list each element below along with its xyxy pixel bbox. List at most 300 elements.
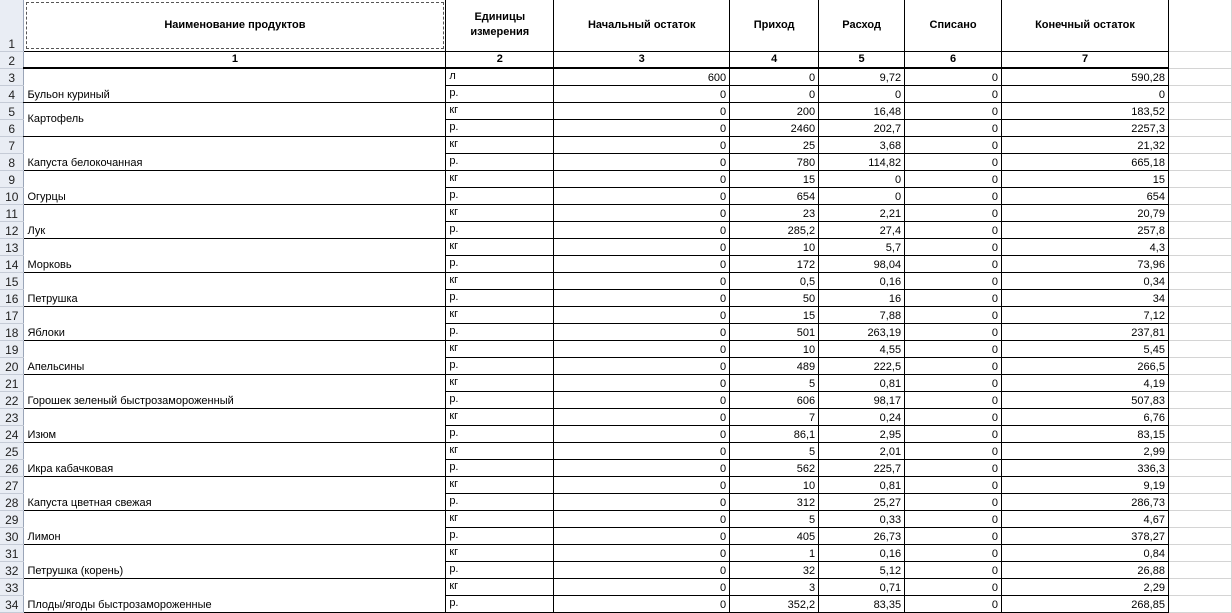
column-number-3[interactable]: 3 <box>554 51 730 68</box>
value-cell[interactable]: 4,67 <box>1002 510 1169 527</box>
column-header-6[interactable]: Списано <box>905 0 1002 51</box>
unit-cell[interactable]: кг <box>446 476 554 493</box>
row-header[interactable]: 26 <box>0 459 24 476</box>
unit-cell[interactable]: р. <box>446 255 554 272</box>
column-number-5[interactable]: 5 <box>819 51 905 68</box>
value-cell[interactable]: 0 <box>554 102 730 119</box>
value-cell[interactable]: 4,19 <box>1002 374 1169 391</box>
empty-cell[interactable] <box>1168 323 1231 340</box>
value-cell[interactable]: 0 <box>905 221 1002 238</box>
empty-cell[interactable] <box>1168 102 1231 119</box>
value-cell[interactable]: 0 <box>554 153 730 170</box>
unit-cell[interactable]: кг <box>446 204 554 221</box>
value-cell[interactable]: 0 <box>819 85 905 102</box>
value-cell[interactable]: 0 <box>554 459 730 476</box>
value-cell[interactable]: 83,15 <box>1002 425 1169 442</box>
value-cell[interactable]: 0 <box>905 459 1002 476</box>
row-header-1[interactable]: 1 <box>0 0 24 51</box>
empty-cell[interactable] <box>1168 238 1231 255</box>
value-cell[interactable]: 0 <box>905 340 1002 357</box>
product-name-cell[interactable]: Бульон куриный <box>24 68 446 102</box>
value-cell[interactable]: 172 <box>730 255 819 272</box>
value-cell[interactable]: 0 <box>905 476 1002 493</box>
value-cell[interactable]: 10 <box>730 238 819 255</box>
unit-cell[interactable]: л <box>446 68 554 85</box>
value-cell[interactable]: 83,35 <box>819 595 905 612</box>
product-name-cell[interactable] <box>24 578 446 595</box>
unit-cell[interactable]: кг <box>446 510 554 527</box>
row-header[interactable]: 3 <box>0 68 24 85</box>
row-header[interactable]: 9 <box>0 170 24 187</box>
unit-cell[interactable]: р. <box>446 527 554 544</box>
empty-cell[interactable] <box>1168 527 1231 544</box>
unit-cell[interactable]: кг <box>446 306 554 323</box>
value-cell[interactable]: 590,28 <box>1002 68 1169 85</box>
value-cell[interactable]: 202,7 <box>819 119 905 136</box>
value-cell[interactable]: 0 <box>554 272 730 289</box>
row-header[interactable]: 4 <box>0 85 24 102</box>
value-cell[interactable]: 0 <box>905 170 1002 187</box>
value-cell[interactable]: 0 <box>554 85 730 102</box>
product-name-cell[interactable]: Апельсины <box>24 357 446 374</box>
row-header[interactable]: 23 <box>0 408 24 425</box>
row-header[interactable]: 13 <box>0 238 24 255</box>
value-cell[interactable]: 0 <box>554 544 730 561</box>
value-cell[interactable]: 183,52 <box>1002 102 1169 119</box>
value-cell[interactable]: 5 <box>730 374 819 391</box>
value-cell[interactable]: 0,34 <box>1002 272 1169 289</box>
empty-cell[interactable] <box>1168 289 1231 306</box>
value-cell[interactable]: 0 <box>554 306 730 323</box>
unit-cell[interactable]: кг <box>446 340 554 357</box>
product-name-cell[interactable]: Плоды/ягоды быстрозамороженные <box>24 595 446 612</box>
value-cell[interactable]: 0 <box>905 68 1002 85</box>
empty-cell[interactable] <box>1168 374 1231 391</box>
value-cell[interactable]: 0 <box>905 204 1002 221</box>
product-name-cell[interactable] <box>24 170 446 187</box>
empty-cell[interactable] <box>1168 595 1231 612</box>
value-cell[interactable]: 0 <box>554 238 730 255</box>
value-cell[interactable]: 0 <box>554 374 730 391</box>
product-name-cell[interactable]: Яблоки <box>24 323 446 340</box>
value-cell[interactable]: 0 <box>905 255 1002 272</box>
row-header[interactable]: 25 <box>0 442 24 459</box>
value-cell[interactable]: 0 <box>905 425 1002 442</box>
row-header[interactable]: 33 <box>0 578 24 595</box>
value-cell[interactable]: 5 <box>730 442 819 459</box>
value-cell[interactable]: 0 <box>905 527 1002 544</box>
value-cell[interactable]: 263,19 <box>819 323 905 340</box>
empty-cell[interactable] <box>1168 459 1231 476</box>
value-cell[interactable]: 10 <box>730 476 819 493</box>
value-cell[interactable]: 2,99 <box>1002 442 1169 459</box>
empty-cell[interactable] <box>1168 544 1231 561</box>
value-cell[interactable]: 654 <box>1002 187 1169 204</box>
column-number-2[interactable]: 2 <box>446 51 554 68</box>
product-name-cell[interactable] <box>24 544 446 561</box>
value-cell[interactable]: 0 <box>905 323 1002 340</box>
product-name-cell[interactable]: Икра кабачковая <box>24 459 446 476</box>
value-cell[interactable]: 0 <box>905 442 1002 459</box>
value-cell[interactable]: 0 <box>905 272 1002 289</box>
product-name-cell[interactable] <box>24 306 446 323</box>
value-cell[interactable]: 0 <box>554 170 730 187</box>
value-cell[interactable]: 0 <box>554 221 730 238</box>
value-cell[interactable]: 489 <box>730 357 819 374</box>
value-cell[interactable]: 0 <box>1002 85 1169 102</box>
value-cell[interactable]: 6,76 <box>1002 408 1169 425</box>
unit-cell[interactable]: р. <box>446 119 554 136</box>
value-cell[interactable]: 5,45 <box>1002 340 1169 357</box>
unit-cell[interactable]: кг <box>446 170 554 187</box>
column-number-7[interactable]: 7 <box>1002 51 1169 68</box>
empty-cell[interactable] <box>1168 0 1231 51</box>
product-name-cell[interactable] <box>24 136 446 153</box>
row-header-2[interactable]: 2 <box>0 51 24 68</box>
value-cell[interactable]: 0 <box>554 595 730 612</box>
row-header[interactable]: 24 <box>0 425 24 442</box>
value-cell[interactable]: 0 <box>554 425 730 442</box>
value-cell[interactable]: 0,24 <box>819 408 905 425</box>
value-cell[interactable]: 2257,3 <box>1002 119 1169 136</box>
value-cell[interactable]: 0 <box>905 578 1002 595</box>
value-cell[interactable]: 507,83 <box>1002 391 1169 408</box>
row-header[interactable]: 22 <box>0 391 24 408</box>
value-cell[interactable]: 0 <box>905 493 1002 510</box>
empty-cell[interactable] <box>1168 306 1231 323</box>
product-name-cell[interactable] <box>24 442 446 459</box>
value-cell[interactable]: 7,88 <box>819 306 905 323</box>
value-cell[interactable]: 26,88 <box>1002 561 1169 578</box>
empty-cell[interactable] <box>1168 476 1231 493</box>
value-cell[interactable]: 5,12 <box>819 561 905 578</box>
value-cell[interactable]: 7,12 <box>1002 306 1169 323</box>
product-name-cell[interactable]: Картофель <box>24 102 446 136</box>
value-cell[interactable]: 0 <box>905 561 1002 578</box>
value-cell[interactable]: 0 <box>554 578 730 595</box>
empty-cell[interactable] <box>1168 85 1231 102</box>
row-header[interactable]: 5 <box>0 102 24 119</box>
value-cell[interactable]: 266,5 <box>1002 357 1169 374</box>
product-name-cell[interactable]: Капуста белокочанная <box>24 153 446 170</box>
value-cell[interactable]: 0 <box>554 289 730 306</box>
empty-cell[interactable] <box>1168 272 1231 289</box>
column-header-7[interactable]: Конечный остаток <box>1002 0 1169 51</box>
unit-cell[interactable]: р. <box>446 357 554 374</box>
value-cell[interactable]: 50 <box>730 289 819 306</box>
value-cell[interactable]: 2,21 <box>819 204 905 221</box>
value-cell[interactable]: 25 <box>730 136 819 153</box>
value-cell[interactable]: 0 <box>905 102 1002 119</box>
product-name-cell[interactable]: Изюм <box>24 425 446 442</box>
unit-cell[interactable]: р. <box>446 323 554 340</box>
column-header-5[interactable]: Расход <box>819 0 905 51</box>
value-cell[interactable]: 21,32 <box>1002 136 1169 153</box>
product-name-cell[interactable] <box>24 476 446 493</box>
value-cell[interactable]: 0 <box>554 340 730 357</box>
unit-cell[interactable]: кг <box>446 136 554 153</box>
empty-cell[interactable] <box>1168 578 1231 595</box>
empty-cell[interactable] <box>1168 561 1231 578</box>
empty-cell[interactable] <box>1168 221 1231 238</box>
value-cell[interactable]: 34 <box>1002 289 1169 306</box>
value-cell[interactable]: 0 <box>905 544 1002 561</box>
value-cell[interactable]: 336,3 <box>1002 459 1169 476</box>
product-name-cell[interactable]: Лимон <box>24 527 446 544</box>
value-cell[interactable]: 2,29 <box>1002 578 1169 595</box>
unit-cell[interactable]: кг <box>446 102 554 119</box>
row-header[interactable]: 11 <box>0 204 24 221</box>
value-cell[interactable]: 0 <box>905 85 1002 102</box>
value-cell[interactable]: 378,27 <box>1002 527 1169 544</box>
value-cell[interactable]: 0 <box>554 442 730 459</box>
value-cell[interactable]: 16,48 <box>819 102 905 119</box>
value-cell[interactable]: 225,7 <box>819 459 905 476</box>
value-cell[interactable]: 0,81 <box>819 374 905 391</box>
empty-cell[interactable] <box>1168 136 1231 153</box>
unit-cell[interactable]: р. <box>446 289 554 306</box>
product-name-cell[interactable]: Морковь <box>24 255 446 272</box>
empty-cell[interactable] <box>1168 357 1231 374</box>
value-cell[interactable]: 0,5 <box>730 272 819 289</box>
unit-cell[interactable]: р. <box>446 425 554 442</box>
unit-cell[interactable]: р. <box>446 187 554 204</box>
value-cell[interactable]: 0 <box>905 510 1002 527</box>
value-cell[interactable]: 10 <box>730 340 819 357</box>
row-header[interactable]: 16 <box>0 289 24 306</box>
row-header[interactable]: 15 <box>0 272 24 289</box>
row-header[interactable]: 7 <box>0 136 24 153</box>
value-cell[interactable]: 0 <box>554 391 730 408</box>
row-header[interactable]: 20 <box>0 357 24 374</box>
value-cell[interactable]: 0 <box>554 476 730 493</box>
value-cell[interactable]: 9,72 <box>819 68 905 85</box>
value-cell[interactable]: 27,4 <box>819 221 905 238</box>
value-cell[interactable]: 2,01 <box>819 442 905 459</box>
empty-cell[interactable] <box>1168 442 1231 459</box>
product-name-cell[interactable] <box>24 408 446 425</box>
unit-cell[interactable]: р. <box>446 153 554 170</box>
row-header[interactable]: 6 <box>0 119 24 136</box>
row-header[interactable]: 14 <box>0 255 24 272</box>
value-cell[interactable]: 5,7 <box>819 238 905 255</box>
value-cell[interactable]: 0 <box>554 357 730 374</box>
value-cell[interactable]: 15 <box>730 170 819 187</box>
product-name-cell[interactable]: Петрушка (корень) <box>24 561 446 578</box>
value-cell[interactable]: 0,81 <box>819 476 905 493</box>
empty-cell[interactable] <box>1168 187 1231 204</box>
column-header-1[interactable]: Наименование продуктов <box>24 0 446 51</box>
column-header-2[interactable]: Единицы измерения <box>446 0 554 51</box>
value-cell[interactable]: 0 <box>554 493 730 510</box>
empty-cell[interactable] <box>1168 119 1231 136</box>
column-number-6[interactable]: 6 <box>905 51 1002 68</box>
value-cell[interactable]: 0 <box>554 255 730 272</box>
value-cell[interactable]: 26,73 <box>819 527 905 544</box>
column-header-3[interactable]: Начальный остаток <box>554 0 730 51</box>
product-name-cell[interactable]: Петрушка <box>24 289 446 306</box>
product-name-cell[interactable] <box>24 340 446 357</box>
empty-cell[interactable] <box>1168 340 1231 357</box>
value-cell[interactable]: 257,8 <box>1002 221 1169 238</box>
value-cell[interactable]: 0 <box>730 85 819 102</box>
product-name-cell[interactable]: Огурцы <box>24 187 446 204</box>
value-cell[interactable]: 5 <box>730 510 819 527</box>
empty-cell[interactable] <box>1168 391 1231 408</box>
row-header[interactable]: 19 <box>0 340 24 357</box>
product-name-cell[interactable] <box>24 510 446 527</box>
row-header[interactable]: 12 <box>0 221 24 238</box>
unit-cell[interactable]: кг <box>446 442 554 459</box>
value-cell[interactable]: 286,73 <box>1002 493 1169 510</box>
unit-cell[interactable]: кг <box>446 272 554 289</box>
unit-cell[interactable]: р. <box>446 221 554 238</box>
empty-cell[interactable] <box>1168 51 1231 68</box>
value-cell[interactable]: 0 <box>905 391 1002 408</box>
empty-cell[interactable] <box>1168 170 1231 187</box>
value-cell[interactable]: 86,1 <box>730 425 819 442</box>
product-name-cell[interactable]: Горошек зеленый быстрозамороженный <box>24 391 446 408</box>
product-name-cell[interactable] <box>24 238 446 255</box>
value-cell[interactable]: 32 <box>730 561 819 578</box>
unit-cell[interactable]: кг <box>446 238 554 255</box>
value-cell[interactable]: 0 <box>905 357 1002 374</box>
value-cell[interactable]: 9,19 <box>1002 476 1169 493</box>
unit-cell[interactable]: р. <box>446 561 554 578</box>
value-cell[interactable]: 0 <box>905 408 1002 425</box>
column-number-1[interactable]: 1 <box>24 51 446 68</box>
value-cell[interactable]: 73,96 <box>1002 255 1169 272</box>
value-cell[interactable]: 0 <box>905 187 1002 204</box>
unit-cell[interactable]: кг <box>446 578 554 595</box>
value-cell[interactable]: 114,82 <box>819 153 905 170</box>
empty-cell[interactable] <box>1168 68 1231 85</box>
row-header[interactable]: 10 <box>0 187 24 204</box>
value-cell[interactable]: 501 <box>730 323 819 340</box>
value-cell[interactable]: 15 <box>730 306 819 323</box>
empty-cell[interactable] <box>1168 493 1231 510</box>
row-header[interactable]: 31 <box>0 544 24 561</box>
value-cell[interactable]: 0 <box>554 136 730 153</box>
value-cell[interactable]: 0 <box>554 527 730 544</box>
value-cell[interactable]: 237,81 <box>1002 323 1169 340</box>
unit-cell[interactable]: кг <box>446 544 554 561</box>
value-cell[interactable]: 0,16 <box>819 272 905 289</box>
value-cell[interactable]: 0,33 <box>819 510 905 527</box>
value-cell[interactable]: 0 <box>554 119 730 136</box>
row-header[interactable]: 21 <box>0 374 24 391</box>
empty-cell[interactable] <box>1168 255 1231 272</box>
row-header[interactable]: 17 <box>0 306 24 323</box>
value-cell[interactable]: 23 <box>730 204 819 221</box>
unit-cell[interactable]: р. <box>446 595 554 612</box>
value-cell[interactable]: 0 <box>730 68 819 85</box>
unit-cell[interactable]: кг <box>446 408 554 425</box>
value-cell[interactable]: 0 <box>554 187 730 204</box>
value-cell[interactable]: 0 <box>554 510 730 527</box>
row-header[interactable]: 30 <box>0 527 24 544</box>
value-cell[interactable]: 312 <box>730 493 819 510</box>
value-cell[interactable]: 562 <box>730 459 819 476</box>
product-name-cell[interactable] <box>24 374 446 391</box>
value-cell[interactable]: 654 <box>730 187 819 204</box>
value-cell[interactable]: 0 <box>554 408 730 425</box>
unit-cell[interactable]: р. <box>446 391 554 408</box>
value-cell[interactable]: 0,16 <box>819 544 905 561</box>
value-cell[interactable]: 0 <box>905 595 1002 612</box>
row-header[interactable]: 27 <box>0 476 24 493</box>
row-header[interactable]: 32 <box>0 561 24 578</box>
value-cell[interactable]: 352,2 <box>730 595 819 612</box>
value-cell[interactable]: 3,68 <box>819 136 905 153</box>
product-name-cell[interactable]: Капуста цветная свежая <box>24 493 446 510</box>
value-cell[interactable]: 0 <box>554 323 730 340</box>
value-cell[interactable]: 600 <box>554 68 730 85</box>
row-header[interactable]: 28 <box>0 493 24 510</box>
value-cell[interactable]: 4,3 <box>1002 238 1169 255</box>
column-number-4[interactable]: 4 <box>730 51 819 68</box>
empty-cell[interactable] <box>1168 153 1231 170</box>
value-cell[interactable]: 1 <box>730 544 819 561</box>
value-cell[interactable]: 665,18 <box>1002 153 1169 170</box>
product-name-cell[interactable] <box>24 272 446 289</box>
value-cell[interactable]: 25,27 <box>819 493 905 510</box>
unit-cell[interactable]: р. <box>446 459 554 476</box>
value-cell[interactable]: 0 <box>819 187 905 204</box>
value-cell[interactable]: 3 <box>730 578 819 595</box>
unit-cell[interactable]: кг <box>446 374 554 391</box>
value-cell[interactable]: 98,04 <box>819 255 905 272</box>
value-cell[interactable]: 780 <box>730 153 819 170</box>
value-cell[interactable]: 0 <box>905 289 1002 306</box>
value-cell[interactable]: 16 <box>819 289 905 306</box>
value-cell[interactable]: 15 <box>1002 170 1169 187</box>
value-cell[interactable]: 0 <box>554 561 730 578</box>
value-cell[interactable]: 2460 <box>730 119 819 136</box>
value-cell[interactable]: 200 <box>730 102 819 119</box>
value-cell[interactable]: 0,84 <box>1002 544 1169 561</box>
value-cell[interactable]: 0 <box>905 136 1002 153</box>
unit-cell[interactable]: р. <box>446 85 554 102</box>
row-header[interactable]: 29 <box>0 510 24 527</box>
value-cell[interactable]: 405 <box>730 527 819 544</box>
value-cell[interactable]: 0 <box>819 170 905 187</box>
value-cell[interactable]: 222,5 <box>819 357 905 374</box>
value-cell[interactable]: 0,71 <box>819 578 905 595</box>
row-header[interactable]: 8 <box>0 153 24 170</box>
value-cell[interactable]: 0 <box>905 374 1002 391</box>
empty-cell[interactable] <box>1168 510 1231 527</box>
value-cell[interactable]: 285,2 <box>730 221 819 238</box>
product-name-cell[interactable] <box>24 204 446 221</box>
column-header-4[interactable]: Приход <box>730 0 819 51</box>
unit-cell[interactable]: р. <box>446 493 554 510</box>
value-cell[interactable]: 20,79 <box>1002 204 1169 221</box>
value-cell[interactable]: 7 <box>730 408 819 425</box>
row-header[interactable]: 34 <box>0 595 24 612</box>
empty-cell[interactable] <box>1168 204 1231 221</box>
value-cell[interactable]: 0 <box>905 238 1002 255</box>
row-header[interactable]: 18 <box>0 323 24 340</box>
value-cell[interactable]: 98,17 <box>819 391 905 408</box>
value-cell[interactable]: 0 <box>554 204 730 221</box>
value-cell[interactable]: 0 <box>905 153 1002 170</box>
value-cell[interactable]: 2,95 <box>819 425 905 442</box>
value-cell[interactable]: 0 <box>905 306 1002 323</box>
value-cell[interactable]: 268,85 <box>1002 595 1169 612</box>
empty-cell[interactable] <box>1168 408 1231 425</box>
value-cell[interactable]: 606 <box>730 391 819 408</box>
